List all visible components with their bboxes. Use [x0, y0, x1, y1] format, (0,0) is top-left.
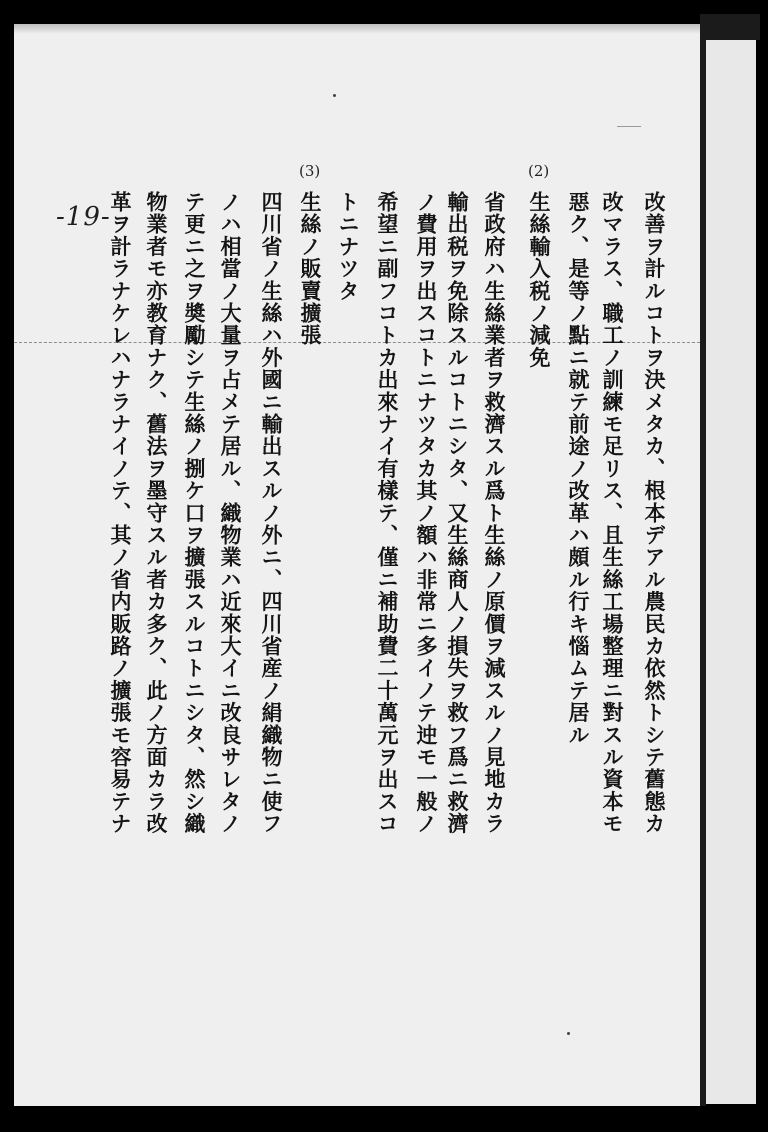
- section-heading-3: 生絲ノ販賣擴張: [298, 191, 323, 347]
- paper-speck: [333, 94, 336, 97]
- page-number: -19-: [56, 202, 111, 232]
- text-column-15: 革ヲ計ラナケレハナラナイノテ、其ノ省内販路ノ擴張モ容易テナ: [108, 191, 133, 835]
- text-column-2: 改マラス、職工ノ訓練モ足リス、且生絲工場整理ニ對スル資本モ: [600, 191, 625, 835]
- section-marker-3: (3): [299, 162, 321, 180]
- text-column-7: ノ費用ヲ出スコトニナツタカ其ノ額ハ非常ニ多イノテ迚モ一般ノ: [414, 191, 439, 835]
- text-column-13: テ更ニ之ヲ奬勵シテ生絲ノ捌ケ口ヲ擴張スルコトニシタ、然シ織: [182, 191, 207, 835]
- section-marker-2: (2): [528, 162, 550, 180]
- paper-mark: [617, 126, 641, 127]
- document-page: [14, 24, 700, 1106]
- text-column-11: 四川省ノ生絲ハ外國ニ輸出スルノ外ニ、四川省産ノ絹織物ニ使フ: [259, 191, 284, 835]
- page-edge-stain: [14, 24, 700, 34]
- text-column-14: 物業者モ亦教育ナク、舊法ヲ墨守スル者カ多ク、此ノ方面カラ改: [144, 191, 169, 835]
- text-column-3: 惡ク、是等ノ點ニ就テ前途ノ改革ハ頗ル行キ惱ムテ居ル: [566, 191, 591, 746]
- paper-speck: [567, 1032, 570, 1035]
- adjacent-page-edge-top: [700, 14, 760, 40]
- text-column-6: 輸出税ヲ免除スルコトニシタ、又生絲商人ノ損失ヲ救フ爲ニ救濟: [445, 191, 470, 835]
- text-column-12: ノハ相當ノ大量ヲ占メテ居ル、織物業ハ近來大イニ改良サレタノ: [218, 191, 243, 835]
- text-column-5: 省政府ハ生絲業者ヲ救濟スル爲ト生絲ノ原價ヲ減スルノ見地カラ: [482, 191, 507, 835]
- text-column-1: 改善ヲ計ルコトヲ決メタカ、根本デアル農民カ依然トシテ舊態カ: [642, 191, 667, 835]
- adjacent-page-strip: [706, 40, 756, 1104]
- text-column-8: 希望ニ副フコトカ出來ナイ有樣テ、僅ニ補助費二十萬元ヲ出スコ: [375, 191, 400, 835]
- section-heading-2: 生絲輸入税ノ減免: [527, 191, 552, 369]
- text-column-9: トニナツタ: [336, 191, 361, 302]
